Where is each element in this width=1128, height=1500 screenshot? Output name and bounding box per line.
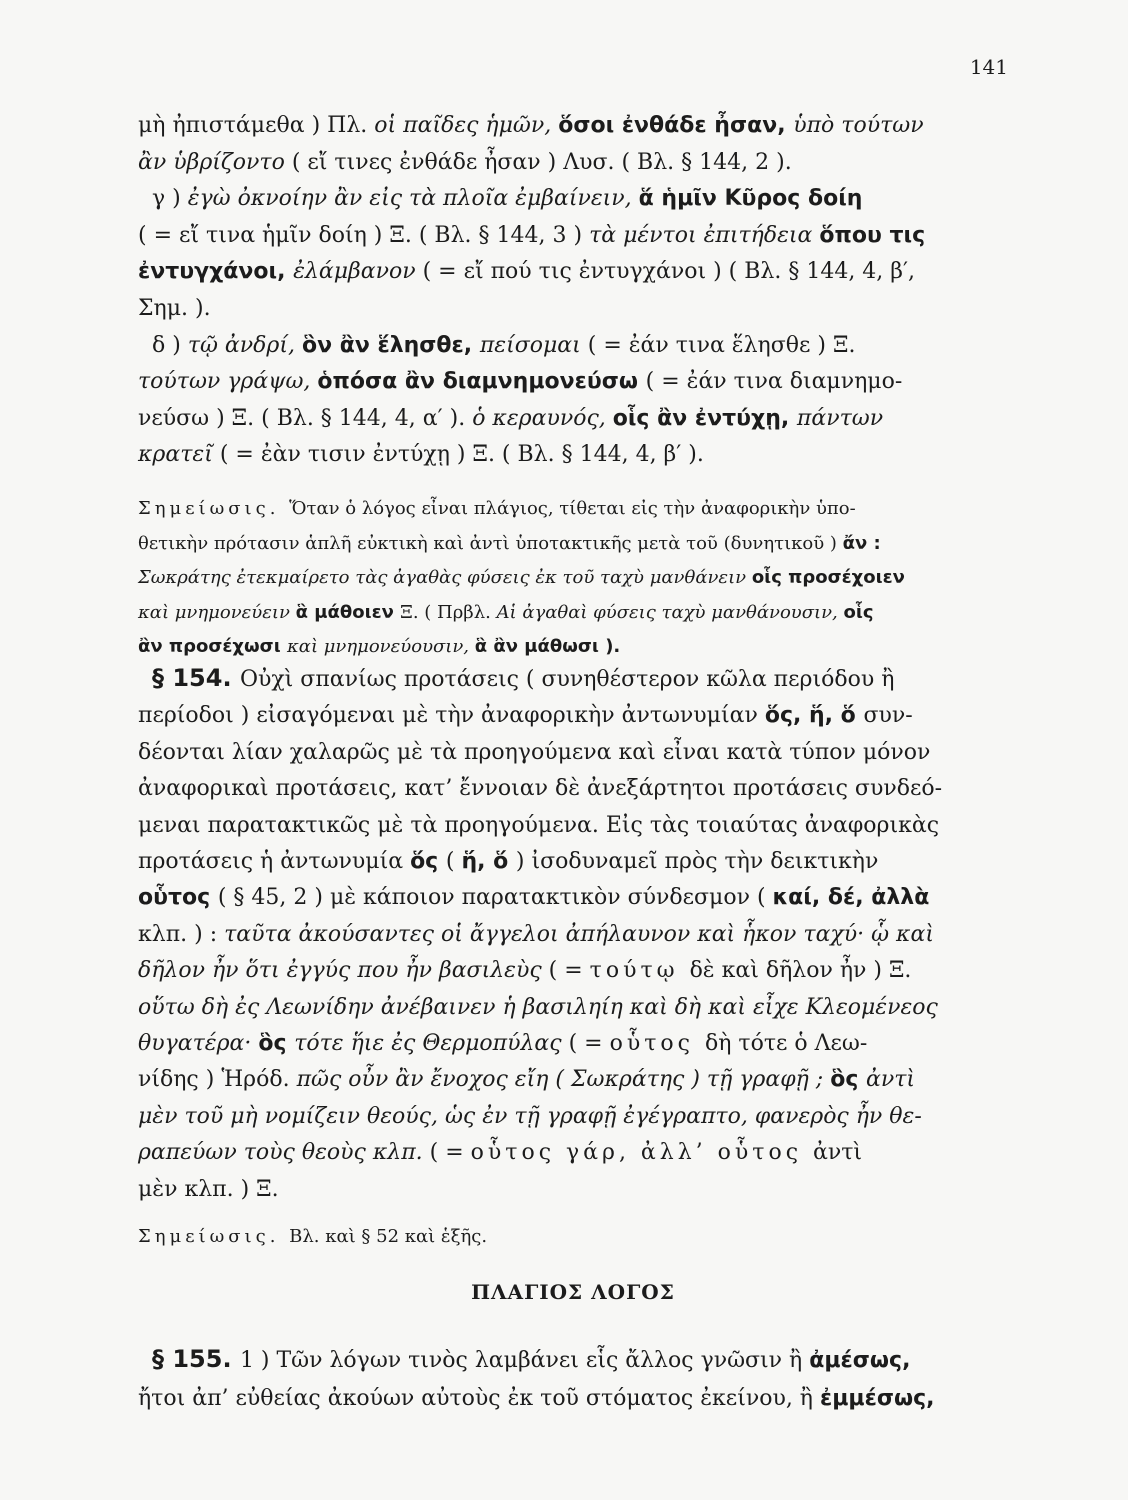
page-number: 141 <box>969 55 1008 79</box>
text-line: γ ) ἐγὼ ὀκνοίην ἂν εἰς τὰ πλοῖα ἐμβαίνειν, ἅ ἡμῖν Κῦρος δοίη <box>152 186 863 212</box>
text-line: προτάσεις ἡ ἀντωνυμία ὅς ( ἥ, ὅ ) ἰσοδυναμεῖ πρὸς τὴν δεικτικὴν <box>138 849 879 875</box>
text-line: μὴ ἠπιστάμεθα ) Πλ. οἱ παῖδες ἡμῶν, ὅσοι ἐνθάδε ἦσαν, ὑπὸ τούτων <box>138 113 924 138</box>
text-line: Σωκράτης ἐτεκμαίρετο τὰς ἀγαθὰς φύσεις ἐκ τοῦ ταχὺ μανθάνειν οἷς προσέχοιεν <box>138 567 905 588</box>
text-line: καὶ μνημονεύειν ἃ μάθοιεν Ξ. ( Πρβλ. Αἱ ἀγαθαὶ φύσεις ταχὺ μανθάνουσιν, οἷς <box>138 601 874 623</box>
text-line: τούτων γράψω, ὁπόσα ἂν διαμνημονεύσω ( = ἐάν τινα διαμνημο- <box>138 369 903 395</box>
text-line: οὗτος ( § 45, 2 ) μὲ κάποιον παρατακτικὸν σύνδεσμον ( καί, δέ, ἀλλὰ <box>138 885 930 911</box>
text-line: κλπ. ) : ταῦτα ἀκούσαντες οἱ ἄγγελοι ἀπήλαυνον καὶ ἧκον ταχύ· ᾧ καὶ <box>138 921 934 947</box>
text-line: ἀναφορικαὶ προτάσεις, κατ’ ἔννοιαν δὲ ἀνεξάρτητοι προτάσεις συνδεό- <box>138 776 943 802</box>
text-line: ἂν προσέχωσι καὶ μνημονεύουσιν, ἃ ἂν μάθωσι ). <box>138 636 621 657</box>
text-line: ραπεύων τοὺς θεοὺς κλπ. ( = οὗτος γάρ, ἀλλ’ οὗτος ἀντὶ <box>138 1140 863 1166</box>
text-line: Σημείωσις. Ὅταν ὁ λόγος εἶναι πλάγιος, τίθεται εἰς τὴν ἀναφορικὴν ὑπο- <box>138 498 856 519</box>
text-line: δῆλον ἦν ὅτι ἐγγύς που ἦν βασιλεὺς ( = τούτῳ δὲ καὶ δῆλον ἦν ) Ξ. <box>138 958 912 984</box>
section-number: § 154. <box>152 664 240 692</box>
section-heading: ΠΛΑΓΙΟΣ ΛΟΓΟΣ <box>471 1280 675 1304</box>
text-line: οὕτω δὴ ἐς Λεωνίδην ἀνέβαινεν ἡ βασιληίη καὶ δὴ καὶ εἶχε Κλεομένεος <box>138 994 938 1020</box>
text-line: ( = εἴ τινα ἡμῖν δοίη ) Ξ. ( Βλ. § 144, 3 ) τὰ μέντοι ἐπιτήδεια ὅπου τις <box>138 222 926 248</box>
text-line: νίδης ) Ἡρόδ. πῶς οὖν ἂν ἔνοχος εἴη ( Σωκράτης ) τῇ γραφῇ ; ὃς ἀντὶ <box>138 1067 916 1093</box>
text-line: μὲν κλπ. ) Ξ. <box>138 1176 279 1202</box>
text-line: θυγατέρα· ὃς τότε ἥιε ἐς Θερμοπύλας ( = οὗτος δὴ τότε ὁ Λεω- <box>138 1031 868 1057</box>
note-block <box>138 1222 1008 1252</box>
text-line: ἐντυγχάνοι, ἐλάμβανον ( = εἴ πού τις ἐντυγχάνοι ) ( Βλ. § 144, 4, β′, <box>138 259 915 285</box>
text-line: μεναι παρατακτικῶς μὲ τὰ προηγούμενα. Εἰς τὰς τοιαύτας ἀναφορικὰς <box>138 812 940 838</box>
text-line: § 154. Οὐχὶ σπανίως προτάσεις ( συνηθέστερον κῶλα περιόδου ἢ <box>152 664 895 692</box>
text-line: δέονται λίαν χαλαρῶς μὲ τὰ προηγούμενα καὶ εἶναι κατὰ τύπον μόνον <box>138 739 931 765</box>
text-line: δ ) τῷ ἀνδρί, ὃν ἂν ἕλησθε, πείσομαι ( = ἐάν τινα ἕλησθε ) Ξ. <box>152 332 856 358</box>
text-line: § 155. 1 ) Τῶν λόγων τινὸς λαμβάνει εἷς ἄλλος γνῶσιν ἢ ἀμέσως, <box>152 1345 911 1373</box>
text-line: μὲν τοῦ μὴ νομίζειν θεούς, ὡς ἐν τῇ γραφῇ ἐγέγραπτο, φανερὸς ἦν θε- <box>138 1103 922 1129</box>
text-line: περίοδοι ) εἰσαγόμεναι μὲ τὴν ἀναφορικὴν ἀντωνυμίαν ὅς, ἥ, ὅ συν- <box>138 703 913 729</box>
text-line: Σημ. ). <box>138 295 211 321</box>
text-line: θετικὴν πρότασιν ἁπλῆ εὐκτικὴ καὶ ἀντὶ ὑποτακτικῆς μετὰ τοῦ (δυνητικοῦ ) ἄν : <box>138 532 881 554</box>
text-line: ἤτοι ἀπ’ εὐθείας ἀκούων αὐτοὺς ἐκ τοῦ στόματος ἐκείνου, ἢ ἐμμέσως, <box>138 1386 935 1411</box>
text-line: νεύσω ) Ξ. ( Βλ. § 144, 4, α′ ). ὁ κεραυνός, οἷς ἂν ἐντύχῃ, πάντων <box>138 405 884 431</box>
text-line: ἂν ὑβρίζοντο ( εἴ τινες ἐνθάδε ἦσαν ) Λυσ. ( Βλ. § 144, 2 ). <box>138 149 792 175</box>
text-line: κρατεῖ ( = ἐὰν τισιν ἐντύχῃ ) Ξ. ( Βλ. § 144, 4, β′ ). <box>138 442 704 468</box>
section-number: § 155. <box>152 1345 240 1373</box>
note-block <box>138 492 1008 665</box>
text-line: Σημείωσις. Βλ. καὶ § 52 καὶ ἑξῆς. <box>138 1226 488 1247</box>
section-153-continuation <box>138 108 1008 474</box>
section-154 <box>138 660 1008 1208</box>
section-155 <box>138 1340 1008 1418</box>
